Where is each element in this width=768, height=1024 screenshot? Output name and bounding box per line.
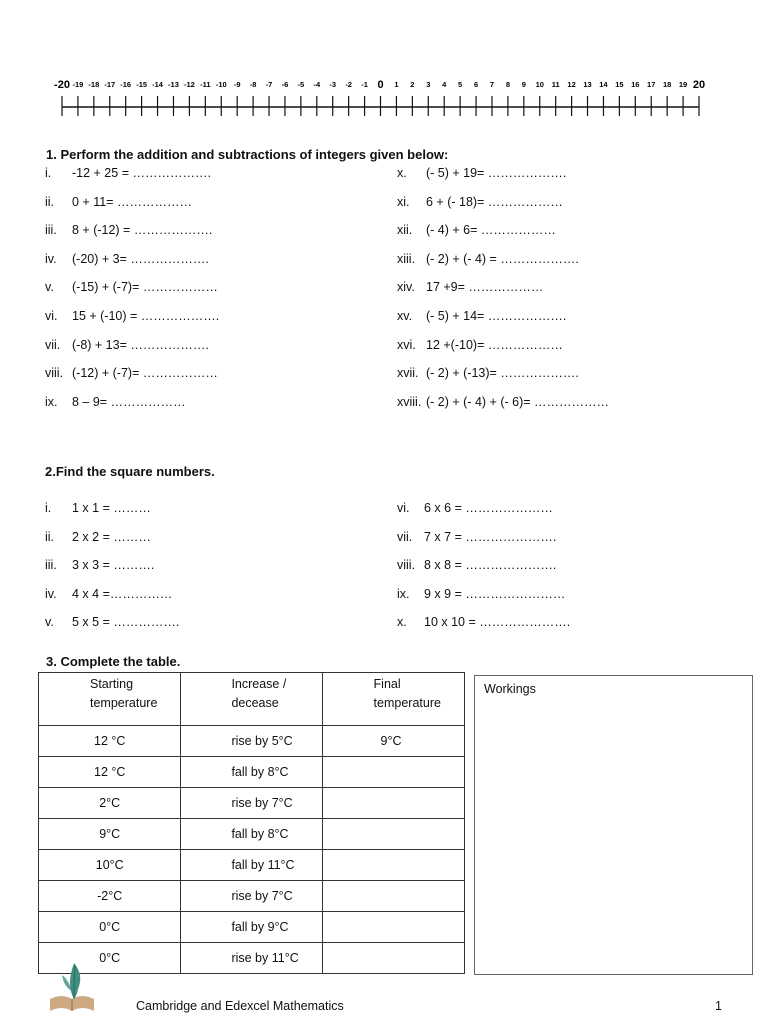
table-row <box>39 788 465 819</box>
final-temperature-cell[interactable] <box>322 881 464 912</box>
table-row <box>39 819 465 850</box>
number-line-label: 18 <box>662 80 672 89</box>
q1-title: 1. Perform the addition and subtractions of integers given below: <box>46 147 449 162</box>
item-number: ii. <box>45 194 55 209</box>
item-expression: 8 x 8 = …………………. <box>424 558 557 572</box>
number-line-label: 20 <box>692 79 706 91</box>
table-header-row <box>39 673 465 726</box>
item-number: xiv. <box>397 280 415 295</box>
header-line: temperature <box>373 696 441 710</box>
number-line-label: -16 <box>120 80 132 89</box>
item-number: ii. <box>45 529 55 544</box>
item-number: xii. <box>397 223 413 238</box>
item-expression: 2 x 2 = ……… <box>72 529 151 544</box>
q2-item <box>45 501 151 515</box>
q1-item <box>45 194 192 209</box>
item-number: xiii. <box>397 251 416 266</box>
item-number: xv. <box>397 309 413 323</box>
item-expression: (- 2) + (-13)= ………………. <box>426 366 579 381</box>
q2-item <box>397 501 553 515</box>
item-expression: 1 x 1 = ……… <box>72 501 151 515</box>
number-line-label: 12 <box>567 80 576 89</box>
change-cell: rise by 11°C <box>181 943 322 974</box>
q1-item <box>45 394 186 409</box>
header-line: temperature <box>90 696 158 710</box>
q2-item <box>397 586 566 601</box>
header-final-temperature <box>322 673 464 726</box>
item-expression: (-12) + (-7)= ……………… <box>72 366 218 381</box>
number-line-label: 13 <box>583 80 592 89</box>
q1-item <box>45 366 218 381</box>
table-row <box>39 850 465 881</box>
item-expression: (- 2) + (- 4) = ………………. <box>426 251 579 266</box>
number-line-label: -14 <box>152 80 163 89</box>
item-expression: 8 – 9= ……………… <box>72 394 186 409</box>
item-expression: 10 x 10 = …………………. <box>424 615 571 629</box>
q1-item <box>397 309 567 323</box>
item-number: xi. <box>397 194 410 209</box>
number-line-label: -1 <box>361 80 368 89</box>
q2-item <box>397 558 557 572</box>
number-line <box>0 70 768 120</box>
item-number: viii. <box>397 558 416 572</box>
final-temperature-cell[interactable] <box>322 788 464 819</box>
q1-item <box>45 223 213 238</box>
number-line-label: 11 <box>551 80 560 89</box>
starting-temperature-cell: 9°C <box>39 819 181 850</box>
number-line-label: 15 <box>615 80 624 89</box>
q1-item <box>397 280 544 295</box>
change-cell: rise by 7°C <box>181 788 322 819</box>
q1-item <box>397 337 563 352</box>
number-line-label: -11 <box>200 80 211 89</box>
q3-title: 3. Complete the table. <box>46 654 181 669</box>
number-line-label: -19 <box>72 80 84 89</box>
item-number: iv. <box>45 251 57 266</box>
item-number: v. <box>45 280 54 295</box>
header-line: Increase / <box>231 677 287 691</box>
item-expression: 5 x 5 = ……………. <box>72 615 180 629</box>
number-line-label: -17 <box>104 80 116 89</box>
item-number: vi. <box>397 501 410 515</box>
item-expression: (-8) + 13= ………………. <box>72 337 209 352</box>
starting-temperature-cell: 2°C <box>39 788 181 819</box>
header-line: decease <box>231 696 279 710</box>
item-expression: 7 x 7 = …………………. <box>424 529 557 544</box>
item-number: iv. <box>45 586 57 601</box>
item-expression: 17 +9= ……………… <box>426 280 544 295</box>
q2-title: 2.Find the square numbers. <box>45 464 215 479</box>
item-expression: 6 x 6 = ………………… <box>424 501 553 515</box>
item-number: iii. <box>45 558 57 572</box>
header-increase-decrease <box>181 673 322 726</box>
number-line-label: -18 <box>88 80 100 89</box>
item-number: ix. <box>397 586 410 601</box>
final-temperature-cell[interactable] <box>322 819 464 850</box>
q1-item <box>397 194 563 209</box>
number-line-label: 17 <box>647 80 656 89</box>
change-cell: rise by 7°C <box>181 881 322 912</box>
item-number: viii. <box>45 366 64 381</box>
item-number: xvi. <box>397 337 416 352</box>
q1-item <box>45 337 209 352</box>
q1-item <box>397 366 579 381</box>
q1-item <box>45 166 211 180</box>
number-line-label: -8 <box>249 80 257 89</box>
number-line-label: 10 <box>535 80 544 89</box>
q1-item <box>397 166 567 180</box>
item-expression: (- 2) + (- 4) + (- 6)= ……………… <box>426 394 610 409</box>
change-cell: rise by 5°C <box>181 726 322 757</box>
item-expression: 6 + (- 18)= ……………… <box>426 194 563 209</box>
item-expression: (-20) + 3= ………………. <box>72 251 209 266</box>
item-expression: 8 + (-12) = ………………. <box>72 223 213 238</box>
item-expression: 12 +(-10)= ……………… <box>426 337 563 352</box>
change-cell: fall by 11°C <box>181 850 322 881</box>
q1-item <box>397 394 610 409</box>
item-number: x. <box>397 615 407 629</box>
page-number: 1 <box>715 999 722 1013</box>
q2-item <box>45 529 151 544</box>
number-line-label: 19 <box>678 80 688 89</box>
number-line-label: 3 <box>426 80 431 89</box>
number-line-label: 0 <box>377 79 384 91</box>
number-line-label: 1 <box>394 80 399 89</box>
table-body <box>39 726 465 974</box>
q1-item <box>397 223 556 238</box>
table-row <box>39 881 465 912</box>
item-expression: 9 x 9 = …………………… <box>424 586 566 601</box>
change-cell: fall by 9°C <box>181 912 322 943</box>
footer-text: Cambridge and Edexcel Mathematics <box>136 999 344 1013</box>
table-row <box>39 757 465 788</box>
item-number: vi. <box>45 309 58 323</box>
starting-temperature-cell: 0°C <box>39 943 181 974</box>
number-line-label: -10 <box>215 80 227 89</box>
item-number: xviii. <box>397 394 422 409</box>
item-expression: (- 5) + 14= ………………. <box>426 309 567 323</box>
book-feather-logo-icon <box>44 955 100 1019</box>
number-line-label: -9 <box>233 80 241 89</box>
number-line-label: 4 <box>442 80 447 89</box>
change-cell: fall by 8°C <box>181 757 322 788</box>
number-line-label: 7 <box>489 80 495 89</box>
q1-item <box>45 309 220 323</box>
table-row <box>39 912 465 943</box>
workings-box[interactable] <box>474 675 753 975</box>
number-line-label: 6 <box>473 80 479 89</box>
starting-temperature-cell: -2°C <box>39 881 181 912</box>
item-expression: 3 x 3 = ………. <box>72 558 155 572</box>
number-line-label: 16 <box>631 80 640 89</box>
item-expression: (-15) + (-7)= ……………… <box>72 280 218 295</box>
q2-item <box>45 558 155 572</box>
number-line-label: -5 <box>297 80 305 89</box>
number-line-label: -7 <box>265 80 273 89</box>
header-line: Final <box>373 677 401 691</box>
number-line-label: 2 <box>410 80 415 89</box>
q2-item <box>397 529 557 544</box>
final-temperature-cell[interactable] <box>322 850 464 881</box>
change-cell: fall by 8°C <box>181 819 322 850</box>
item-number: vii. <box>397 529 413 544</box>
item-number: xvii. <box>397 366 419 381</box>
item-expression: -12 + 25 = ………………. <box>72 166 211 180</box>
item-number: x. <box>397 166 407 180</box>
starting-temperature-cell: 0°C <box>39 912 181 943</box>
workings-label: Workings <box>484 682 536 696</box>
number-line-label: 8 <box>505 80 510 89</box>
number-line-label: -6 <box>281 80 289 89</box>
item-number: v. <box>45 615 54 629</box>
item-number: vii. <box>45 337 61 352</box>
number-line-label: 9 <box>521 80 526 89</box>
number-line-label: -12 <box>183 80 195 89</box>
final-temperature-cell[interactable] <box>322 757 464 788</box>
starting-temperature-cell: 12 °C <box>39 757 181 788</box>
number-line-label: 5 <box>458 80 463 89</box>
number-line-label: -3 <box>329 80 337 89</box>
q2-item <box>45 615 180 629</box>
number-line-label: -2 <box>345 80 352 89</box>
header-line: Starting <box>90 677 134 691</box>
number-line-label: -20 <box>54 79 70 91</box>
final-temperature-cell[interactable] <box>322 912 464 943</box>
table-row <box>39 943 465 974</box>
item-expression: 15 + (-10) = ………………. <box>72 309 220 323</box>
item-number: iii. <box>45 223 57 238</box>
item-expression: 4 x 4 =…………… <box>72 586 173 601</box>
q1-item <box>397 251 579 266</box>
q1-item <box>45 251 209 266</box>
item-number: i. <box>45 166 52 180</box>
q1-item <box>45 280 218 295</box>
final-temperature-cell[interactable] <box>322 943 464 974</box>
item-number: ix. <box>45 394 58 409</box>
number-line-label: -15 <box>136 80 148 89</box>
q2-item <box>397 615 571 629</box>
number-line-label: -4 <box>313 80 321 89</box>
header-starting-temperature <box>39 673 181 726</box>
q2-item <box>45 586 173 601</box>
item-number: i. <box>45 501 52 515</box>
item-expression: 0 + 11= ……………… <box>72 194 192 209</box>
item-expression: (- 5) + 19= ………………. <box>426 166 567 180</box>
temperature-table <box>38 672 465 974</box>
number-line-label: -13 <box>168 80 179 89</box>
item-expression: (- 4) + 6= ……………… <box>426 223 556 238</box>
number-line-label: 14 <box>599 80 608 89</box>
starting-temperature-cell: 10°C <box>39 850 181 881</box>
final-temperature-cell[interactable]: 9°C <box>322 726 464 757</box>
starting-temperature-cell: 12 °C <box>39 726 181 757</box>
table-row <box>39 726 465 757</box>
